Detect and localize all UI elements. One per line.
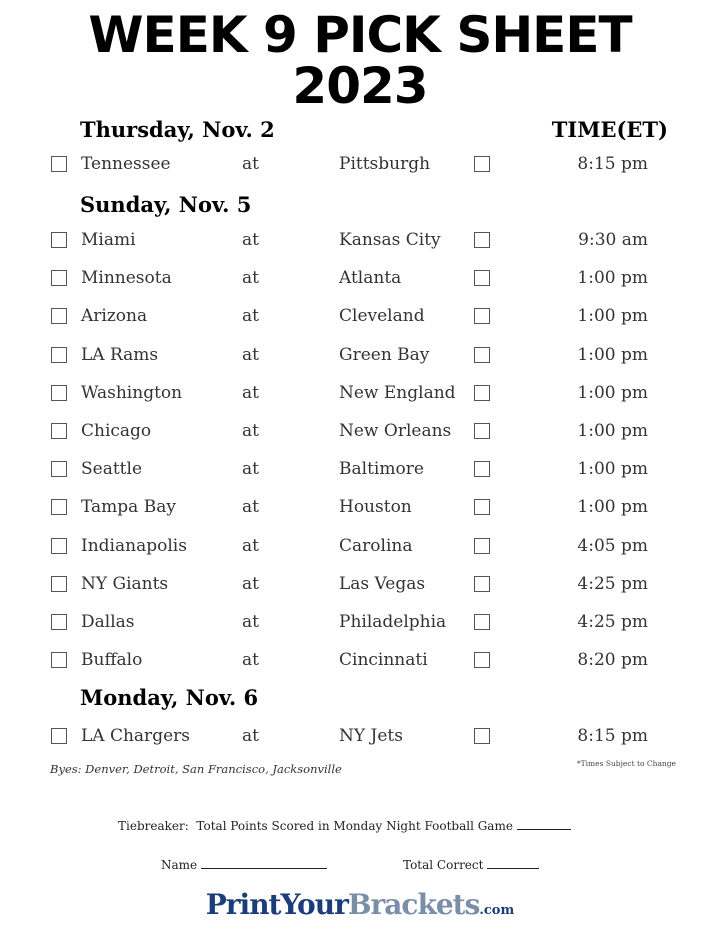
away-pick-checkbox[interactable] [51,652,67,668]
home-team: Pittsburgh [339,154,431,174]
at-label: at [242,535,259,556]
game-row [0,570,720,600]
at-label: at [242,382,259,403]
at-label: at [242,573,259,594]
home-team: Houston [339,497,412,518]
away-pick-checkbox[interactable] [51,728,67,744]
game-time: 1:00 pm [577,306,648,327]
away-team: Tennessee [81,154,171,174]
time-column-header: TIME(ET) [551,117,668,142]
home-team: Philadelphia [339,612,447,632]
home-team: New England [339,382,456,403]
away-pick-checkbox[interactable] [51,308,67,324]
away-team: Buffalo [81,650,143,671]
away-team: Miami [81,230,136,250]
away-pick-checkbox[interactable] [51,576,67,592]
total-correct-field [403,857,539,872]
at-label: at [242,421,259,441]
logo [0,888,720,921]
home-pick-checkbox[interactable] [474,385,490,401]
game-time: 1:00 pm [577,497,648,518]
times-subject-note: *Times Subject to Change [576,759,676,768]
game-time: 9:30 am [578,230,648,250]
home-pick-checkbox[interactable] [474,423,490,439]
away-team: Dallas [81,612,135,632]
game-time: 4:25 pm [577,612,648,632]
away-pick-checkbox[interactable] [51,499,67,515]
away-pick-checkbox[interactable] [51,461,67,477]
tiebreaker-label: Tiebreaker: [118,819,189,833]
game-row [0,455,720,485]
name-entry-line[interactable] [201,857,327,869]
sheet-year: 2023 [292,57,428,115]
home-pick-checkbox[interactable] [474,614,490,630]
at-label: at [242,230,259,250]
game-row [0,226,720,256]
away-team: Arizona [81,306,148,327]
away-pick-checkbox[interactable] [51,538,67,554]
game-time: 1:00 pm [577,421,648,441]
away-pick-checkbox[interactable] [51,232,67,248]
away-pick-checkbox[interactable] [51,156,67,172]
game-row [0,379,720,409]
game-row [0,532,720,562]
away-pick-checkbox[interactable] [51,614,67,630]
at-label: at [242,650,259,671]
away-team: Seattle [81,459,143,480]
logo-part-2: Brackets [347,888,480,921]
home-pick-checkbox[interactable] [474,728,490,744]
away-team: LA Rams [81,344,159,365]
game-time: 8:20 pm [577,650,648,671]
logo-part-1: PrintYour [205,888,348,921]
away-team: Chicago [81,421,152,441]
away-team: Tampa Bay [81,497,176,518]
at-label: at [242,306,259,327]
at-label: at [242,726,259,746]
home-team: Cincinnati [339,650,428,671]
away-pick-checkbox[interactable] [51,385,67,401]
game-row [0,150,720,180]
home-team: Las Vegas [339,573,426,594]
at-label: at [242,268,259,289]
game-time: 4:25 pm [577,573,648,594]
away-pick-checkbox[interactable] [51,347,67,363]
tiebreaker-entry-line[interactable] [517,818,571,830]
home-pick-checkbox[interactable] [474,538,490,554]
home-pick-checkbox[interactable] [474,652,490,668]
away-pick-checkbox[interactable] [51,423,67,439]
name-label: Name [161,858,198,872]
name-field [161,857,327,872]
away-team: Washington [81,382,183,403]
home-pick-checkbox[interactable] [474,461,490,477]
at-label: at [242,459,259,480]
home-team: Baltimore [339,459,424,480]
total-correct-entry-line[interactable] [487,857,539,869]
away-team: Minnesota [81,268,172,289]
game-time: 1:00 pm [577,459,648,480]
game-row [0,722,720,752]
game-row [0,341,720,371]
at-label: at [242,497,259,518]
home-team: Green Bay [339,344,430,365]
game-row [0,608,720,638]
away-team: LA Chargers [81,726,190,746]
away-pick-checkbox[interactable] [51,270,67,286]
away-team: NY Giants [81,573,169,594]
home-team: Cleveland [339,306,425,327]
home-team: NY Jets [339,726,403,746]
game-row [0,302,720,332]
game-row [0,493,720,523]
total-correct-label: Total Correct [403,858,484,872]
home-team: Kansas City [339,230,441,250]
home-pick-checkbox[interactable] [474,308,490,324]
home-pick-checkbox[interactable] [474,347,490,363]
day-header: Monday, Nov. 6 [80,685,259,710]
away-team: Indianapolis [81,535,187,556]
logo-part-3: .com [479,903,515,918]
game-time: 4:05 pm [577,535,648,556]
tiebreaker-text: Total Points Scored in Monday Night Football Game [196,819,513,833]
home-pick-checkbox[interactable] [474,270,490,286]
day-header: Thursday, Nov. 2 [80,117,275,142]
game-time: 1:00 pm [577,382,648,403]
sheet-title: WEEK 9 PICK SHEET [88,6,632,64]
day-header: Sunday, Nov. 5 [80,192,252,217]
game-time: 8:15 pm [577,726,648,746]
at-label: at [242,344,259,365]
game-time: 8:15 pm [577,154,648,174]
home-pick-checkbox[interactable] [474,156,490,172]
home-team: Carolina [339,535,413,556]
home-pick-checkbox[interactable] [474,499,490,515]
at-label: at [242,612,259,632]
tiebreaker [118,818,571,833]
game-row [0,264,720,294]
home-pick-checkbox[interactable] [474,576,490,592]
game-time: 1:00 pm [577,268,648,289]
home-team: New Orleans [339,421,452,441]
at-label: at [242,154,259,174]
byes-note: Byes: Denver, Detroit, San Francisco, Jacksonville [50,762,342,776]
game-row [0,417,720,447]
home-pick-checkbox[interactable] [474,232,490,248]
game-time: 1:00 pm [577,344,648,365]
game-row [0,646,720,676]
home-team: Atlanta [339,268,402,289]
